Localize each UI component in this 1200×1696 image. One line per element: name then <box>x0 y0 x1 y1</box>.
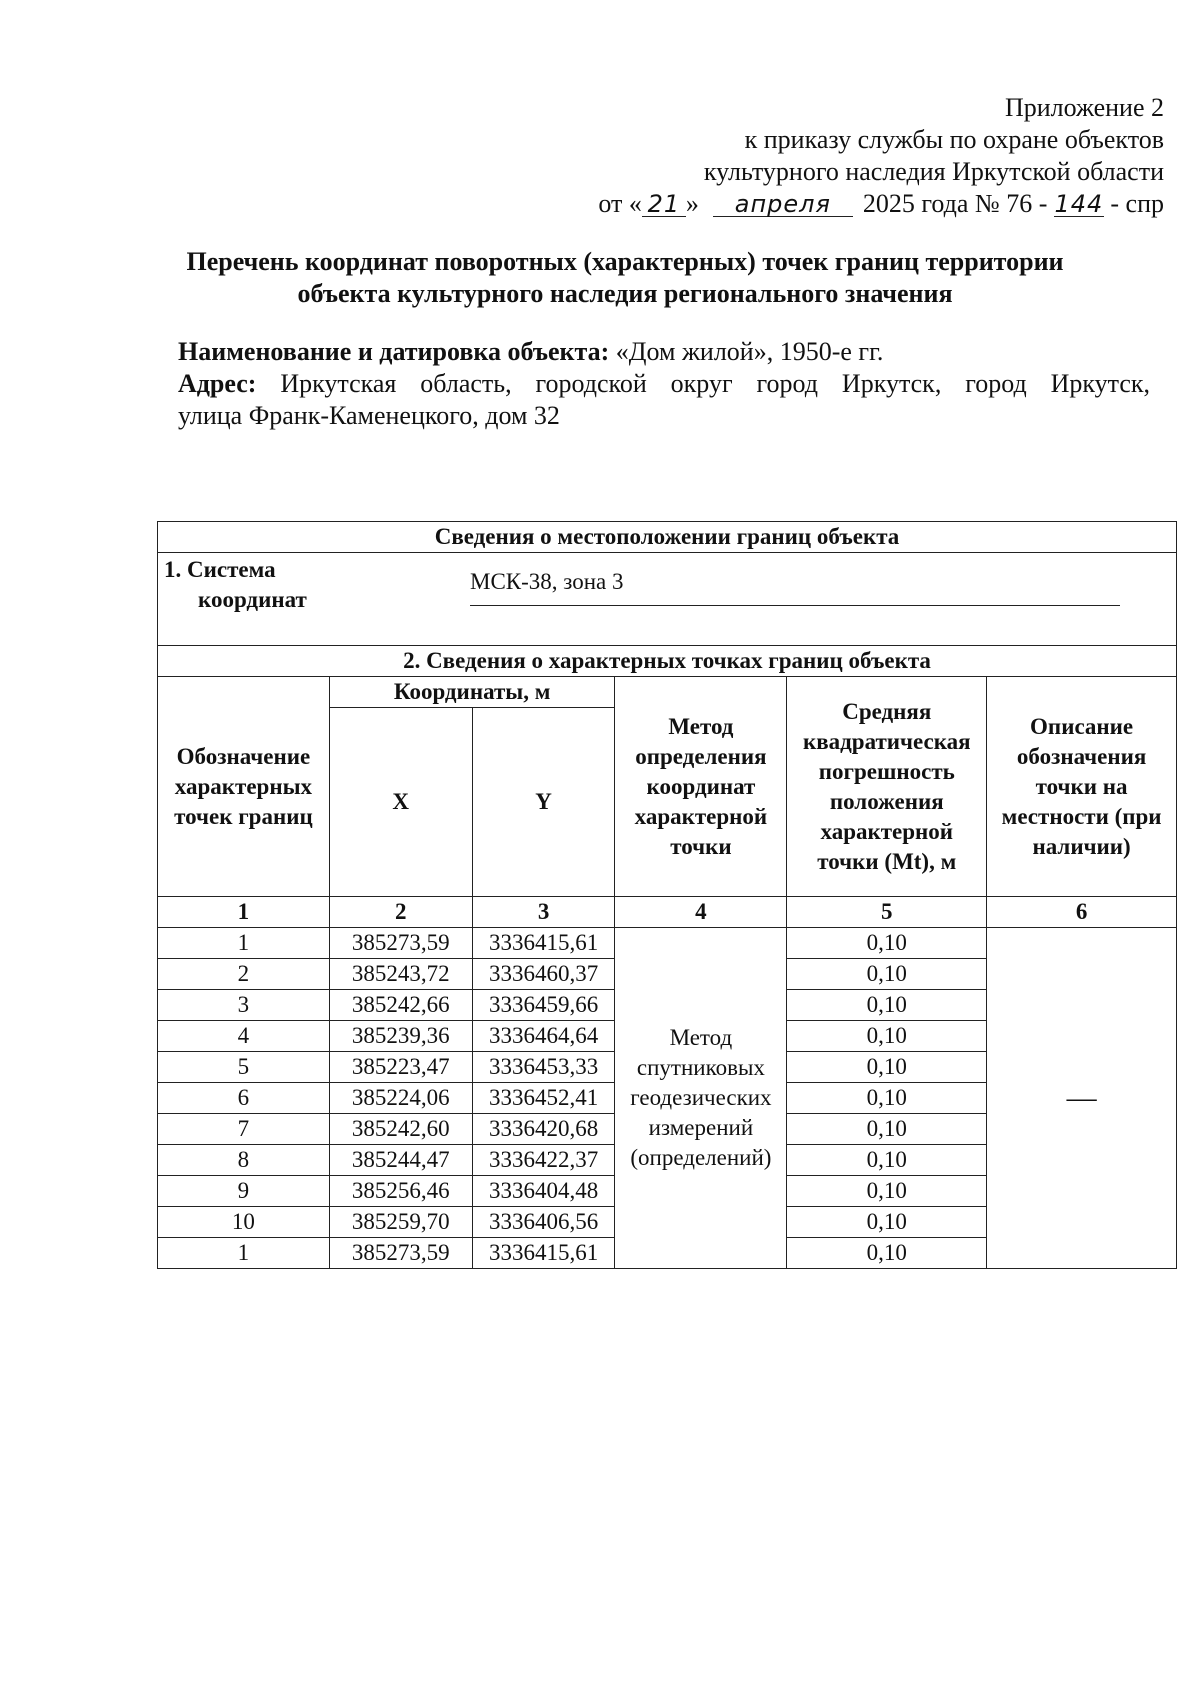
point-cell: 8 <box>158 1145 330 1176</box>
col-error-header: Средняя квадратическая погрешность положения характерной точки (Mt), м <box>787 677 987 897</box>
address-label: Адрес: <box>178 369 257 398</box>
col-number: 6 <box>987 897 1177 928</box>
point-cell: 6 <box>158 1083 330 1114</box>
close-quote: » <box>685 189 699 218</box>
object-info <box>178 336 1150 432</box>
annex-service-line: культурного наследия Иркутской области <box>703 157 1164 186</box>
col-x-header: X <box>329 708 472 897</box>
points-body <box>158 928 1177 1269</box>
col-number: 5 <box>787 897 987 928</box>
x-cell: 385273,59 <box>329 1238 472 1269</box>
y-cell: 3336460,37 <box>472 959 615 990</box>
x-cell: 385242,60 <box>329 1114 472 1145</box>
method-cell: Метод спутниковых геодезических измерений (определений) <box>615 928 787 1269</box>
coordinate-system-row <box>158 553 1177 646</box>
system-label-line1: 1. Система <box>164 557 276 582</box>
point-cell: 10 <box>158 1207 330 1238</box>
y-cell: 3336415,61 <box>472 928 615 959</box>
col-method-header: Метод определения координат характерной точки <box>615 677 787 897</box>
y-cell: 3336420,68 <box>472 1114 615 1145</box>
x-cell: 385273,59 <box>329 928 472 959</box>
point-cell: 5 <box>158 1052 330 1083</box>
points-section-title: 2. Сведения о характерных точках границ объекта <box>158 646 1177 677</box>
coordinate-system-label <box>164 555 307 615</box>
x-cell: 385243,72 <box>329 959 472 990</box>
col-number: 2 <box>329 897 472 928</box>
table-row <box>158 928 1177 959</box>
y-cell: 3336464,64 <box>472 1021 615 1052</box>
handwritten-number: 144 <box>1054 190 1104 218</box>
order-suffix: - спр <box>1110 189 1164 218</box>
col-number: 3 <box>472 897 615 928</box>
address-value-1: Иркутская область, городской округ город Иркутск, город Иркутск, <box>280 369 1151 398</box>
title-line-2: объекта культурного наследия регионального значения <box>297 279 953 308</box>
mt-cell: 0,10 <box>787 1021 987 1052</box>
x-cell: 385244,47 <box>329 1145 472 1176</box>
x-cell: 385242,66 <box>329 990 472 1021</box>
x-cell: 385259,70 <box>329 1207 472 1238</box>
x-cell: 385256,46 <box>329 1176 472 1207</box>
object-name <box>178 336 1150 368</box>
mt-cell: 0,10 <box>787 1052 987 1083</box>
point-cell: 7 <box>158 1114 330 1145</box>
annex-header <box>598 92 1164 220</box>
year-text: 2025 года № 76 - <box>862 189 1048 218</box>
mt-cell: 0,10 <box>787 959 987 990</box>
point-cell: 2 <box>158 959 330 990</box>
handwritten-day: 21 <box>642 192 686 217</box>
description-cell: — <box>987 928 1177 1269</box>
mt-cell: 0,10 <box>787 1238 987 1269</box>
point-cell: 4 <box>158 1021 330 1052</box>
point-cell: 9 <box>158 1176 330 1207</box>
column-number-row <box>158 897 1177 928</box>
annex-date-line <box>598 188 1164 220</box>
point-cell: 3 <box>158 990 330 1021</box>
annex-title: Приложение 2 <box>1004 93 1164 122</box>
y-cell: 3336406,56 <box>472 1207 615 1238</box>
mt-cell: 0,10 <box>787 1083 987 1114</box>
mt-cell: 0,10 <box>787 1114 987 1145</box>
point-cell: 1 <box>158 928 330 959</box>
y-cell: 3336459,66 <box>472 990 615 1021</box>
mt-cell: 0,10 <box>787 928 987 959</box>
mt-cell: 0,10 <box>787 990 987 1021</box>
mt-cell: 0,10 <box>787 1207 987 1238</box>
col-number: 1 <box>158 897 330 928</box>
handwritten-month: апреля <box>713 192 853 217</box>
section-title: Сведения о местоположении границ объекта <box>158 522 1177 553</box>
object-address-line1 <box>178 368 1150 400</box>
y-cell: 3336452,41 <box>472 1083 615 1114</box>
col-y-header: Y <box>472 708 615 897</box>
x-cell: 385239,36 <box>329 1021 472 1052</box>
x-cell: 385224,06 <box>329 1083 472 1114</box>
system-label-line2: координат <box>198 587 307 612</box>
y-cell: 3336422,37 <box>472 1145 615 1176</box>
col-designation-header: Обозначение характерных точек границ <box>158 677 330 897</box>
mt-cell: 0,10 <box>787 1145 987 1176</box>
x-cell: 385223,47 <box>329 1052 472 1083</box>
object-name-value: «Дом жилой», 1950-е гг. <box>615 337 884 366</box>
col-number: 4 <box>615 897 787 928</box>
document-title <box>150 246 1100 310</box>
object-address-line2: улица Франк-Каменецкого, дом 32 <box>178 401 560 430</box>
point-cell: 1 <box>158 1238 330 1269</box>
y-cell: 3336404,48 <box>472 1176 615 1207</box>
y-cell: 3336415,61 <box>472 1238 615 1269</box>
mt-cell: 0,10 <box>787 1176 987 1207</box>
annex-order-line: к приказу службы по охране объектов <box>744 125 1164 154</box>
title-line-1: Перечень координат поворотных (характерных) точек границ территории <box>186 247 1064 276</box>
from-label: от « <box>598 189 642 218</box>
col-description-header: Описание обозначения точки на местности (при наличии) <box>987 677 1177 897</box>
y-cell: 3336453,33 <box>472 1052 615 1083</box>
col-coords-header: Координаты, м <box>329 677 615 708</box>
boundary-table <box>157 521 1177 1269</box>
object-name-label: Наименование и датировка объекта: <box>178 337 610 366</box>
coordinate-system-value: МСК-38, зона 3 <box>470 567 1120 606</box>
